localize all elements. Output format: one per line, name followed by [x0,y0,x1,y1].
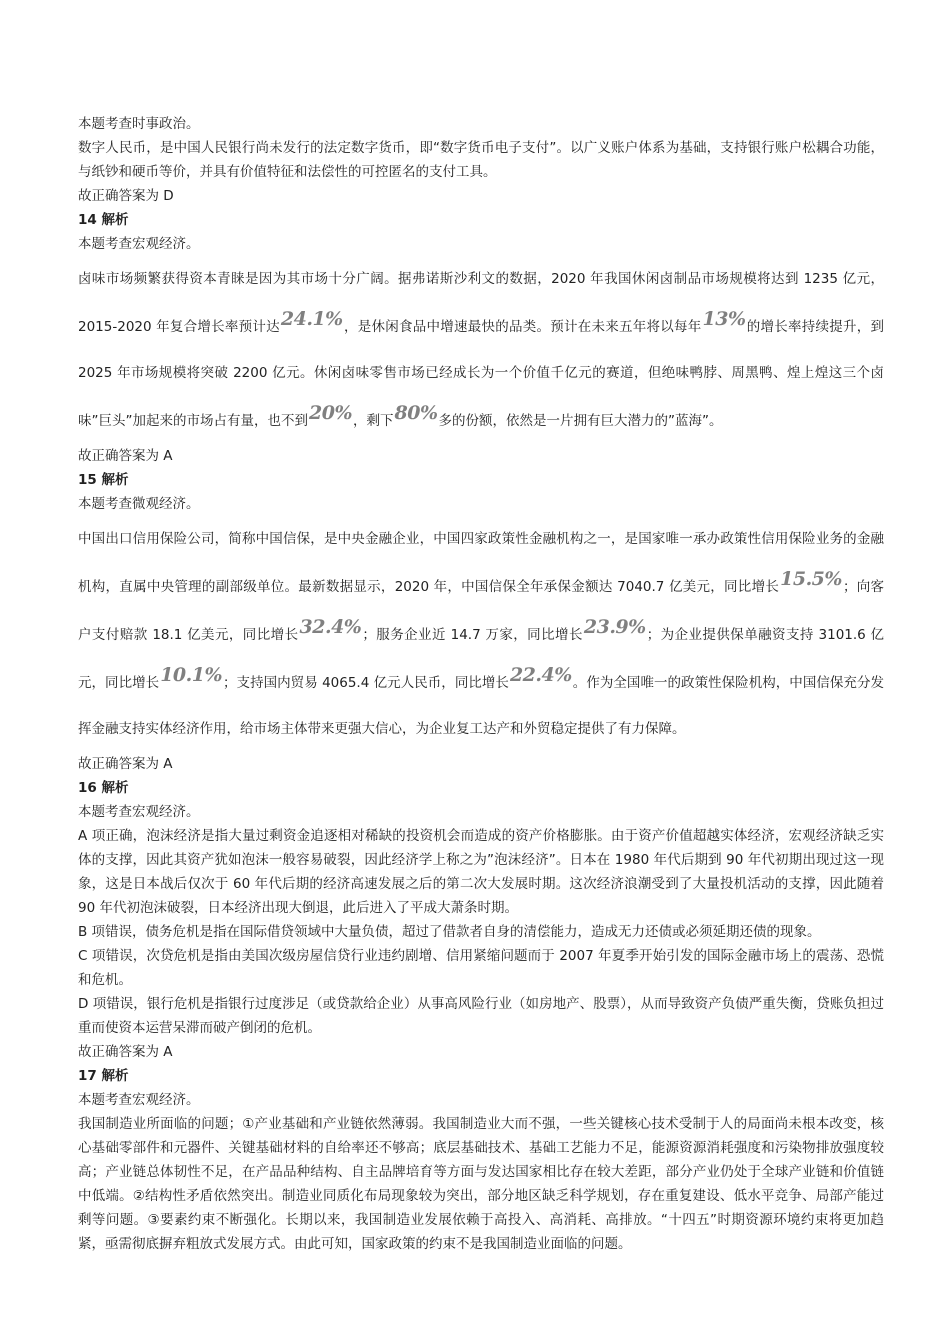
q15-seg4: ；为企业提供保单融资支持 3101.6 亿元，同比增长 [78,627,884,691]
q17-body: 我国制造业所面临的问题；①产业基础和产业链依然薄弱。我国制造业大而不强，一些关键核心技术受制于人的局面尚未根本改变，核心基础零部件和元器件、关键基础材料的自给率还不够高；底层基础技术、基础工艺能力不足，能源资源消耗强度和污染物排放强度较高；产业链总体韧性不足，在产品品种结构、自主品牌培育等方面与发达国家相比存在较大差距，部分产业仍处于全球产业链和价值链中低端。②结构性矛盾依然突出。制造业同质化布局现象较为突出，部分地区缺乏科学规划，存在重复建设、低水平竞争、局部产能过剩等问题。③要素约束不断强化。长期以来，我国制造业发展依赖于高投入、高消耗、高排放。“十四五”时期资源环境约束将更加趋紧，亟需彻底摒弃粗放式发展方式。由此可知，国家政策的约束不是我国制造业面临的问题。 [78,1116,884,1252]
q14-seg1: 卤味市场频繁获得资本青睐是因为其市场十分广阔。据弗诺斯沙利文的数据，2020 年我国休闲卤制品市场规模将达到 1235 亿元，2015-2020 年复合增长率预计达 [78,271,884,335]
document-page [78,112,884,1256]
q15-pct3: 23.9% [583,616,646,638]
q14-pct2: 13% [702,308,746,330]
q15-pct4: 10.1% [160,664,223,686]
q13-answer: 故正确答案为 D [78,188,174,204]
q16-option-a: A 项正确，泡沫经济是指大量过剩资金追逐相对稀缺的投资机会而造成的资产价格膨胀。由于资产价值超越实体经济，宏观经济缺乏实体的支撑，因此其资产犹如泡沫一般容易破裂，因此经济学上称之为”泡沫经济”。日本在 1980 年代后期到 90 年代初期出现过这一现象，这是日本战后仅次于 60 年代后期的经济高速发展之后的第二次大发展时期。这次经济浪潮受到了大量投机活动的支撑，因此随着 90 年代初泡沫破裂，日本经济出现大倒退，此后进入了平成大萧条时期。 [78,828,884,916]
q14-pct1: 24.1% [280,308,343,330]
q16-option-b: B 项错误，债务危机是指在国际借贷领域中大量负债，超过了借款者自身的清偿能力，造成无力还债或必须延期还债的现象。 [78,924,821,940]
q15-seg3: ；服务企业近 14.7 万家，同比增长 [362,627,583,643]
q16-topic: 本题考查宏观经济。 [78,804,200,820]
q16-heading: 16 解析 [78,780,129,796]
q15-seg1: 中国出口信用保险公司，简称中国信保，是中央金融企业，中国四家政策性金融机构之一，是国家唯一承办政策性信用保险业务的金融机构，直属中央管理的副部级单位。最新数据显示，2020 年，中国信保全年承保金额达 7040.7 亿美元，同比增长 [78,531,884,595]
q17-heading: 17 解析 [78,1068,129,1084]
q16-option-d: D 项错误，银行危机是指银行过度涉足（或贷款给企业）从事高风险行业（如房地产、股票），从而导致资产负债严重失衡，贷账负担过重而使资本运营呆滞而破产倒闭的危机。 [78,996,884,1036]
q14-seg4: ，剩下 [353,413,394,429]
q15-body [78,516,884,752]
q15-answer: 故正确答案为 A [78,756,173,772]
q15-seg2: ；向客户支付赔款 18.1 亿美元，同比增长 [78,579,885,643]
q14-seg5: 多的份额，依然是一片拥有巨大潜力的”蓝海”。 [438,413,723,429]
q15-topic: 本题考查微观经济。 [78,496,200,512]
q13-topic: 本题考查时事政治。 [78,116,200,132]
q15-seg6: 。作为全国唯一的政策性保险机构，中国信保充分发挥金融支持实体经济作用，给市场主体带来更强大信心，为企业复工达产和外贸稳定提供了有力保障。 [78,675,884,737]
q14-seg2: ，是休闲食品中增速最快的品类。预计在未来五年将以每年 [343,319,702,335]
q15-heading: 15 解析 [78,472,129,488]
q16-option-c: C 项错误，次贷危机是指由美国次级房屋信贷行业违约剧增、信用紧缩问题而于 2007 年夏季开始引发的国际金融市场上的震荡、恐慌和危机。 [78,948,884,988]
q14-answer: 故正确答案为 A [78,448,173,464]
q14-topic: 本题考查宏观经济。 [78,236,200,252]
q14-heading: 14 解析 [78,212,129,228]
q15-pct1: 15.5% [780,568,842,590]
q17-topic: 本题考查宏观经济。 [78,1092,200,1108]
q14-pct4: 80% [394,402,438,424]
q15-seg5: ；支持国内贸易 4065.4 亿元人民币，同比增长 [223,675,509,691]
q15-pct5: 22.4% [509,664,572,686]
q14-pct3: 20% [309,402,352,424]
q14-body [78,256,884,444]
q16-answer: 故正确答案为 A [78,1044,173,1060]
q14-seg3: 的增长率持续提升，到 2025 年市场规模将突破 2200 亿元。休闲卤味零售市场已经成长为一个价值千亿元的赛道，但绝味鸭脖、周黑鸭、煌上煌这三个卤味”巨头”加起来的市场占有量，也不到 [78,319,885,429]
q15-pct2: 32.4% [299,616,362,638]
q13-body: 数字人民币，是中国人民银行尚未发行的法定数字货币，即“数字货币电子支付”。以广义账户体系为基础，支持银行账户松耦合功能，与纸钞和硬币等价，并具有价值特征和法偿性的可控匿名的支付工具。 [78,140,884,180]
